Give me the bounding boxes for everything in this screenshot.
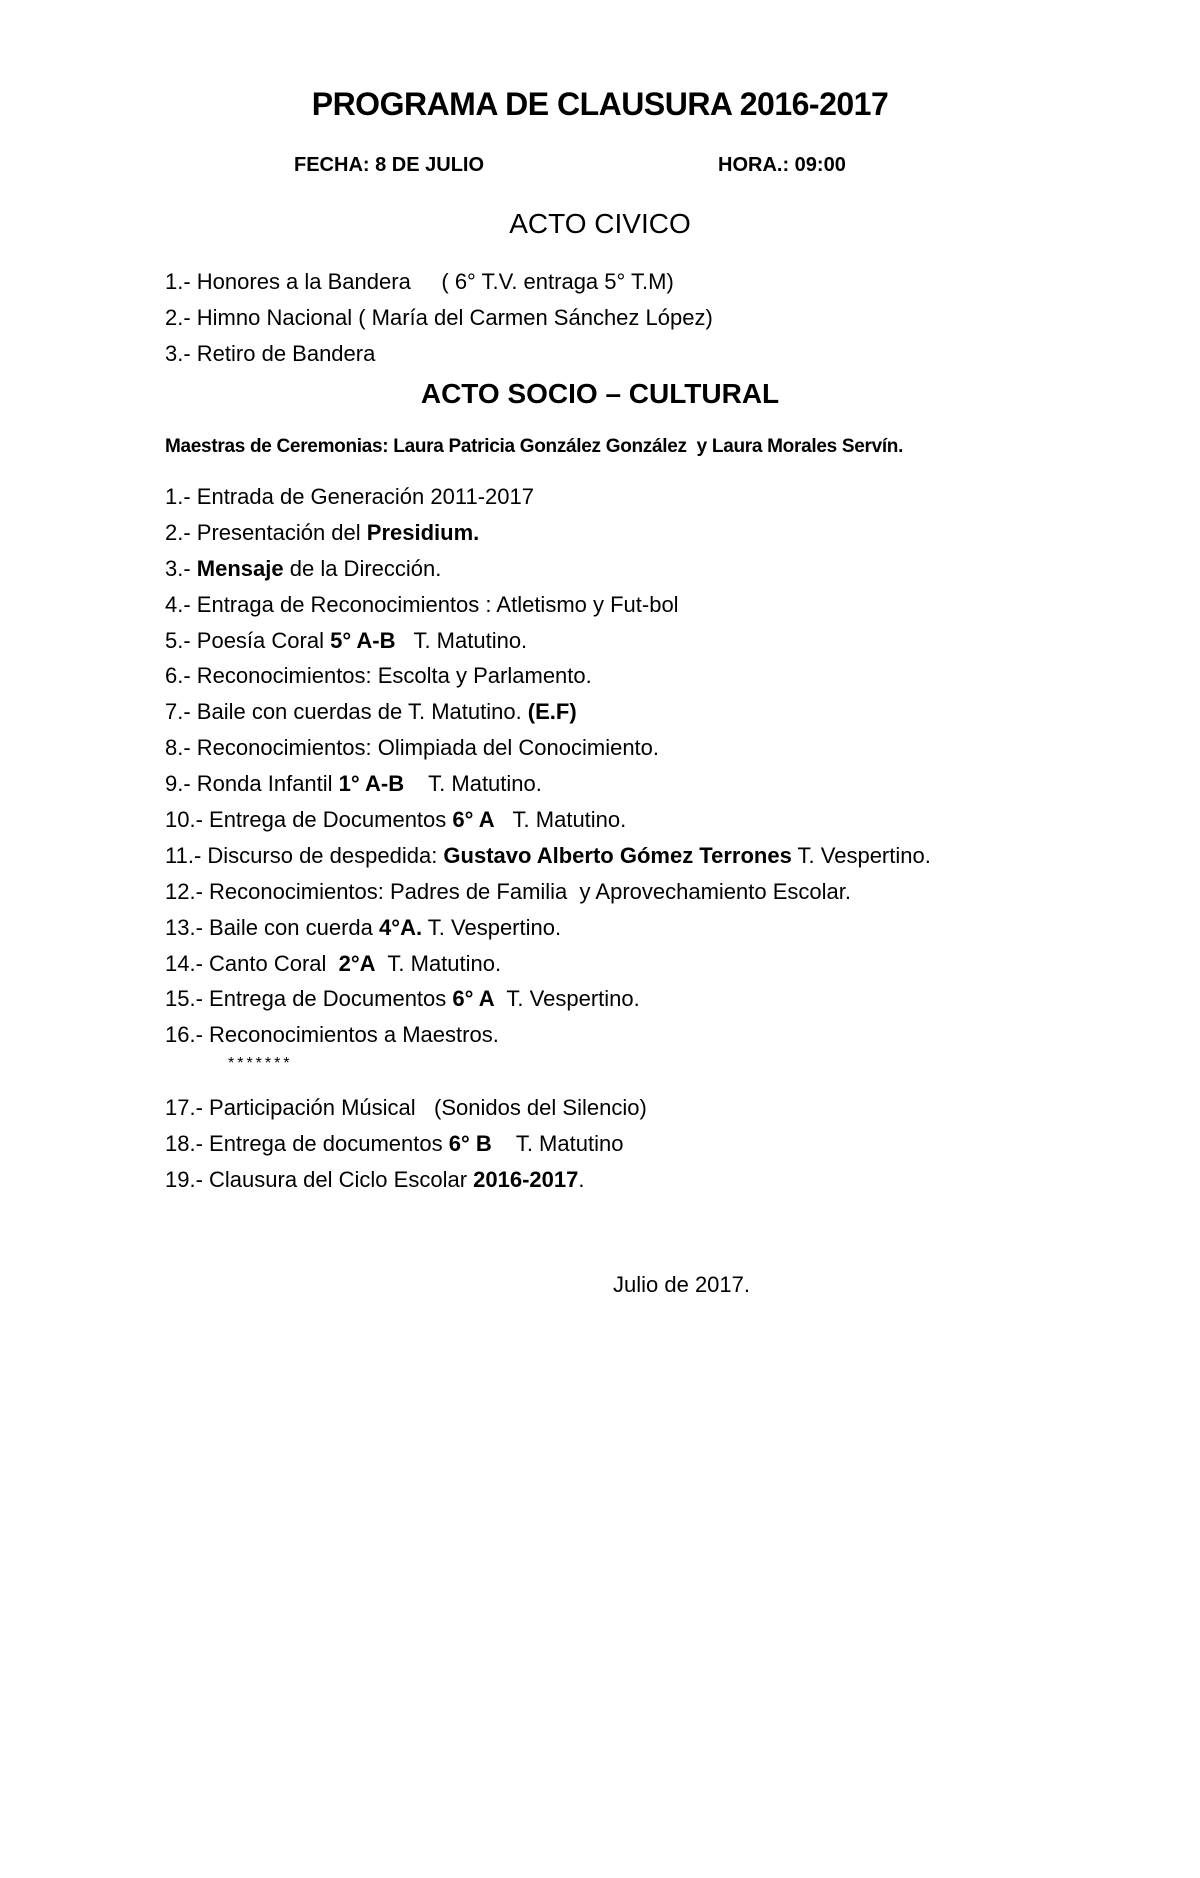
list-item-text: 14.- Canto Coral [165, 950, 339, 976]
list-item-text: 5.- Poesía Coral [165, 627, 331, 653]
list-item-text: 12.- Reconocimientos: Padres de Familia y Aprovechamiento Escolar. [165, 878, 851, 904]
list-item-text: 9.- Ronda Infantil [165, 771, 339, 797]
list-item [165, 1017, 931, 1053]
list-item-text: 4.- Entraga de Reconocimientos : Atletismo y Fut-bol [165, 591, 679, 617]
list-item-text: 16.- Reconocimientos a Maestros. [165, 1022, 499, 1048]
list-item-emphasis: 6° A [452, 986, 495, 1012]
closing-date: Julio de 2017. [613, 1272, 750, 1297]
list-item-emphasis: 2016-2017 [473, 1167, 579, 1192]
list-item [165, 802, 931, 838]
list-item-text: 11.- Discurso de despedida: [165, 842, 444, 868]
acto-civico-list [165, 264, 713, 372]
list-item [165, 1126, 647, 1162]
ceremonies-masters: Maestras de Ceremonias: Laura Patricia González González y Laura Morales Servín. [165, 436, 904, 457]
list-item-emphasis: 2°A [338, 950, 376, 976]
list-item-text: T. Matutino. [375, 950, 502, 976]
list-item [165, 874, 931, 910]
list-item-text: 15.- Entrega de Documentos [165, 986, 453, 1012]
list-item [165, 658, 931, 694]
list-item-text: 13.- Baile con cuerda [165, 914, 380, 940]
list-item-text: 6.- Reconocimientos: Escolta y Parlamento. [165, 663, 592, 689]
list-item-emphasis: 4°A. [379, 914, 423, 940]
list-item-text: 2.- Presentación del [165, 519, 367, 545]
list-item [165, 587, 931, 623]
list-item-text: T. Matutino. [404, 771, 542, 797]
list-item [165, 694, 931, 730]
time-label: HORA.: 09:00 [718, 154, 846, 176]
list-item: 2.- Himno Nacional ( María del Carmen Sánchez López) [165, 305, 713, 330]
list-item [165, 981, 931, 1017]
list-item: 1.- Honores a la Bandera ( 6° T.V. entraga 5° T.M) [165, 269, 674, 294]
list-item-text: 8.- Reconocimientos: Olimpiada del Conocimiento. [165, 735, 660, 761]
acto-socio-heading: ACTO SOCIO – CULTURAL [420, 378, 780, 409]
list-item [165, 730, 931, 766]
list-item-text: T. Matutino [491, 1131, 624, 1156]
list-item-text: 10.- Entrega de Documentos [165, 807, 453, 833]
list-item-text: 17.- Participación Músical (Sonidos del Silencio) [165, 1095, 647, 1120]
acto-socio-list [165, 479, 931, 1053]
list-item-emphasis: Gustavo Alberto Gómez Terrones [443, 842, 792, 868]
list-item-emphasis: 6° A [452, 807, 495, 833]
program-title: PROGRAMA DE CLAUSURA 2016-2017 [311, 86, 889, 122]
list-item-emphasis: (E.F) [527, 699, 577, 725]
acto-civico-heading: ACTO CIVICO [509, 208, 691, 239]
list-item [165, 551, 931, 587]
list-item-text: . [578, 1167, 585, 1192]
list-item-text: T. Vespertino. [494, 986, 640, 1012]
list-item [165, 838, 931, 874]
list-item [165, 766, 931, 802]
separator-stars: ******* [228, 1055, 293, 1072]
list-item-text: 18.- Entrega de documentos [165, 1131, 449, 1156]
list-item-text: T. Vespertino. [791, 842, 931, 868]
list-item-text: T. Matutino. [395, 627, 528, 653]
list-item [165, 623, 931, 659]
list-item-text: 7.- Baile con cuerdas de T. Matutino. [165, 699, 528, 725]
list-item [165, 515, 931, 551]
date-label: FECHA: 8 DE JULIO [294, 154, 485, 176]
list-item-emphasis: 1° A-B [338, 771, 405, 797]
list-item [165, 1162, 647, 1198]
list-item-text: de la Dirección. [283, 555, 442, 581]
list-item-emphasis: 5° A-B [330, 627, 396, 653]
list-item-text: T. Vespertino. [422, 914, 562, 940]
list-item-text: 3.- [165, 555, 197, 581]
list-item [165, 1090, 647, 1126]
acto-socio-list-continued [165, 1090, 647, 1198]
list-item-text: 1.- Entrada de Generación 2011-2017 [165, 484, 534, 509]
list-item-text: T. Matutino. [494, 807, 627, 833]
list-item [165, 910, 931, 946]
list-item-emphasis: Presidium. [366, 519, 480, 545]
list-item-text: 19.- Clausura del Ciclo Escolar [165, 1167, 474, 1192]
list-item-emphasis: 6° B [448, 1131, 492, 1156]
list-item [165, 946, 931, 982]
list-item: 3.- Retiro de Bandera [165, 341, 376, 366]
list-item-emphasis: Mensaje [196, 555, 284, 581]
list-item [165, 479, 931, 515]
